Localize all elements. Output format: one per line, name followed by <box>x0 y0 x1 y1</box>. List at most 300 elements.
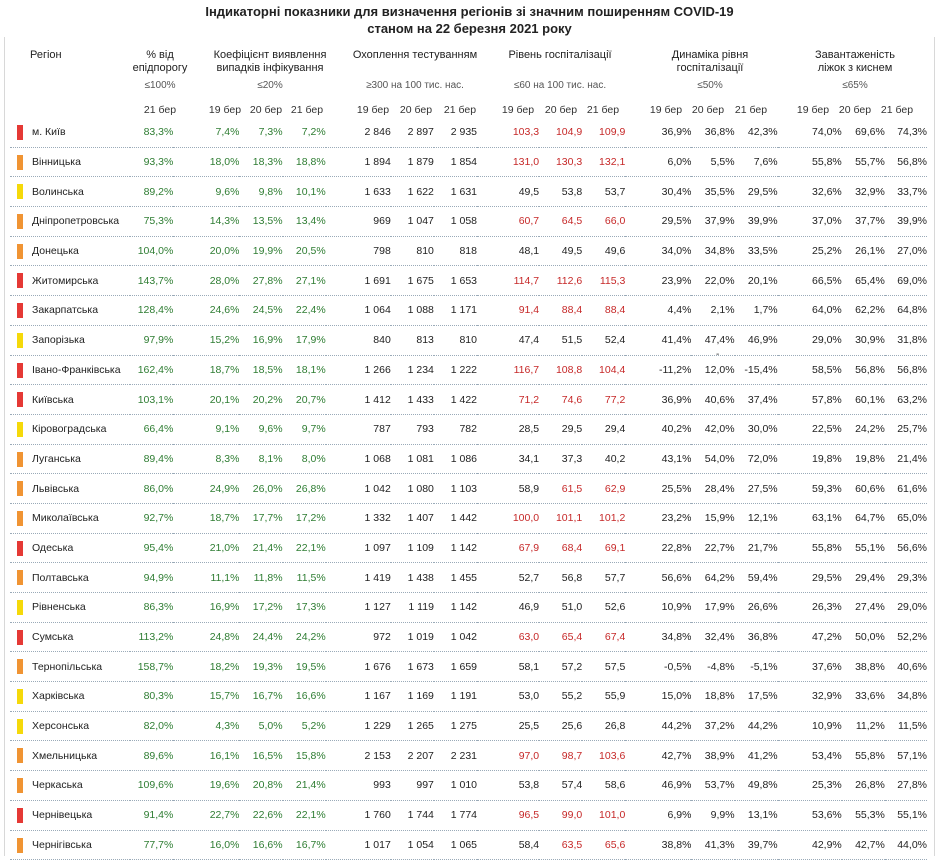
detection-coef-value: 13,4% <box>283 207 326 237</box>
detection-coef-value: 15,8% <box>283 741 326 771</box>
hospitalization-value: 25,5 <box>477 711 539 741</box>
date-bed-21: 21 бер <box>880 104 914 116</box>
region-cell <box>10 474 130 504</box>
detection-coef-value: 16,5% <box>239 741 282 771</box>
detection-coef-value: 15,7% <box>173 682 239 712</box>
hospitalization-value: 58,4 <box>477 830 539 860</box>
hospitalization-value: 58,1 <box>477 652 539 682</box>
risk-color-marker <box>17 570 23 585</box>
region-cell <box>10 830 130 860</box>
testing-coverage-value: 1 412 <box>326 385 391 415</box>
date-coef-19: 19 бер <box>208 104 242 116</box>
testing-coverage-value: 1 086 <box>434 444 477 474</box>
testing-coverage-value: 1 142 <box>434 533 477 563</box>
region-cell <box>10 563 130 593</box>
region-cell <box>10 711 130 741</box>
hospitalization-dynamics-value: 34,0% <box>625 236 691 266</box>
testing-coverage-value: 1 234 <box>391 355 434 385</box>
epi-threshold-value: 80,3% <box>130 682 173 712</box>
hospitalization-value: 53,8 <box>539 177 582 207</box>
hospitalization-dynamics-value: 40,6% <box>691 385 734 415</box>
hospitalization-value: 77,2 <box>582 385 625 415</box>
detection-coef-value: 18,8% <box>283 147 326 177</box>
hospitalization-value: 109,9 <box>582 118 625 147</box>
oxygen-beds-load-value: 29,4% <box>842 563 885 593</box>
hospitalization-value: 57,5 <box>582 652 625 682</box>
detection-coef-value: 22,7% <box>173 800 239 830</box>
oxygen-beds-load-value: 27,0% <box>885 236 927 266</box>
oxygen-beds-load-value: 64,0% <box>778 296 842 326</box>
detection-coef-value: 16,1% <box>173 741 239 771</box>
hospitalization-dynamics-value: 41,2% <box>735 741 778 771</box>
region-cell <box>10 593 130 623</box>
testing-coverage-value: 1 171 <box>434 296 477 326</box>
testing-coverage-value: 1 065 <box>434 830 477 860</box>
hospitalization-value: 62,9 <box>582 474 625 504</box>
oxygen-beds-load-value: 42,9% <box>778 830 842 860</box>
oxygen-beds-load-value: 63,2% <box>885 385 927 415</box>
region-cell <box>10 118 130 147</box>
hospitalization-value: 103,3 <box>477 118 539 147</box>
hospitalization-dynamics-value: 13,1% <box>735 800 778 830</box>
epi-threshold-value: 75,3% <box>130 207 173 237</box>
table-row <box>10 771 927 801</box>
header-coef: Коефіцієнт виявлення випадків інфікування <box>213 49 327 74</box>
region-cell <box>10 652 130 682</box>
oxygen-beds-load-value: 31,8% <box>885 325 927 355</box>
oxygen-beds-load-value: 27,8% <box>885 771 927 801</box>
oxygen-beds-load-value: 33,7% <box>885 177 927 207</box>
hospitalization-value: 104,9 <box>539 118 582 147</box>
region-name: Рівненська <box>32 601 86 614</box>
hospitalization-dynamics-value: 23,2% <box>625 503 691 533</box>
testing-coverage-value: 1 744 <box>391 800 434 830</box>
date-coef-20: 20 бер <box>249 104 283 116</box>
region-name: Миколаївська <box>32 512 99 525</box>
hospitalization-value: 65,6 <box>582 830 625 860</box>
testing-coverage-value: 1 097 <box>326 533 391 563</box>
detection-coef-value: 20,2% <box>239 385 282 415</box>
detection-coef-value: 16,7% <box>239 682 282 712</box>
hospitalization-value: 101,2 <box>582 503 625 533</box>
date-test-20: 20 бер <box>399 104 433 116</box>
testing-coverage-value: 1 088 <box>391 296 434 326</box>
epi-threshold-value: 97,9% <box>130 325 173 355</box>
oxygen-beds-load-value: 29,0% <box>778 325 842 355</box>
table-body <box>10 118 927 860</box>
risk-color-marker <box>17 689 23 704</box>
region-cell <box>10 622 130 652</box>
hospitalization-value: 34,1 <box>477 444 539 474</box>
hospitalization-value: 112,6 <box>539 266 582 296</box>
testing-coverage-value: 2 935 <box>434 118 477 147</box>
hospitalization-value: 61,5 <box>539 474 582 504</box>
detection-coef-value: 10,1% <box>283 177 326 207</box>
testing-coverage-value: 1 653 <box>434 266 477 296</box>
date-hosp-19: 19 бер <box>501 104 535 116</box>
detection-coef-value: 16,9% <box>239 325 282 355</box>
oxygen-beds-load-value: 56,6% <box>885 533 927 563</box>
detection-coef-value: 22,4% <box>283 296 326 326</box>
hospitalization-value: 66,0 <box>582 207 625 237</box>
date-test-19: 19 бер <box>356 104 390 116</box>
detection-coef-value: 16,9% <box>173 593 239 623</box>
testing-coverage-value: 1 042 <box>326 474 391 504</box>
region-cell <box>10 503 130 533</box>
detection-coef-value: 21,4% <box>283 771 326 801</box>
hospitalization-dynamics-value: 34,8% <box>691 236 734 266</box>
oxygen-beds-load-value: 65,0% <box>885 503 927 533</box>
testing-coverage-value: 1 265 <box>391 711 434 741</box>
oxygen-beds-load-value: 55,8% <box>778 533 842 563</box>
detection-coef-value: 21,0% <box>173 533 239 563</box>
table-row <box>10 207 927 237</box>
hospitalization-value: 68,4 <box>539 533 582 563</box>
hospitalization-value: 67,4 <box>582 622 625 652</box>
region-name: Київська <box>32 393 74 406</box>
oxygen-beds-load-value: 37,0% <box>778 207 842 237</box>
testing-coverage-value: 1 442 <box>434 503 477 533</box>
oxygen-beds-load-value: 59,3% <box>778 474 842 504</box>
testing-coverage-value: 1 676 <box>326 652 391 682</box>
hospitalization-dynamics-value: 29,5% <box>625 207 691 237</box>
hospitalization-dynamics-value: -4,8% <box>691 652 734 682</box>
oxygen-beds-load-value: 19,8% <box>842 444 885 474</box>
detection-coef-value: 18,2% <box>173 652 239 682</box>
region-cell <box>10 414 130 444</box>
header-coef-threshold: ≤20% <box>257 80 283 91</box>
testing-coverage-value: 2 207 <box>391 741 434 771</box>
oxygen-beds-load-value: 32,6% <box>778 177 842 207</box>
detection-coef-value: 9,6% <box>239 414 282 444</box>
hospitalization-dynamics-value: 36,9% <box>625 385 691 415</box>
risk-color-marker <box>17 333 23 348</box>
testing-coverage-value: 1 127 <box>326 593 391 623</box>
region-cell <box>10 177 130 207</box>
header-bed: Завантаженість ліжок з киснем <box>815 49 895 74</box>
testing-coverage-value: 1 019 <box>391 622 434 652</box>
testing-coverage-value: 1 631 <box>434 177 477 207</box>
risk-color-marker <box>17 452 23 467</box>
region-cell <box>10 207 130 237</box>
detection-coef-value: 8,3% <box>173 444 239 474</box>
epi-threshold-value: 86,3% <box>130 593 173 623</box>
detection-coef-value: 28,0% <box>173 266 239 296</box>
table-row <box>10 533 927 563</box>
oxygen-beds-load-value: 52,2% <box>885 622 927 652</box>
epi-threshold-value: 104,0% <box>130 236 173 266</box>
detection-coef-value: 7,4% <box>173 118 239 147</box>
header-epi-threshold: ≤100% <box>144 80 176 91</box>
testing-coverage-value: 1 064 <box>326 296 391 326</box>
testing-coverage-value: 2 231 <box>434 741 477 771</box>
detection-coef-value: 11,5% <box>283 563 326 593</box>
detection-coef-value: 17,2% <box>239 593 282 623</box>
hospitalization-dynamics-value: 26,6% <box>735 593 778 623</box>
oxygen-beds-load-value: 22,5% <box>778 414 842 444</box>
hospitalization-value: 25,6 <box>539 711 582 741</box>
detection-coef-value: 16,6% <box>283 682 326 712</box>
hospitalization-dynamics-value: 37,9% <box>691 207 734 237</box>
oxygen-beds-load-value: 27,4% <box>842 593 885 623</box>
hospitalization-value: 60,7 <box>477 207 539 237</box>
hospitalization-dynamics-value: -0,5% <box>625 652 691 682</box>
hospitalization-dynamics-value: 9,9% <box>691 800 734 830</box>
testing-coverage-value: 1 109 <box>391 533 434 563</box>
region-cell <box>10 325 130 355</box>
hospitalization-dynamics-value: -5,1% <box>735 652 778 682</box>
region-name: Житомирська <box>32 274 99 287</box>
oxygen-beds-load-value: 63,1% <box>778 503 842 533</box>
testing-coverage-value: 840 <box>326 325 391 355</box>
hospitalization-value: 63,5 <box>539 830 582 860</box>
hospitalization-dynamics-value: 12,0% <box>691 355 734 385</box>
oxygen-beds-load-value: 69,6% <box>842 118 885 147</box>
detection-coef-value: 9,8% <box>239 177 282 207</box>
table-row <box>10 325 927 355</box>
hospitalization-dynamics-value: 47,4% <box>691 325 734 355</box>
table-row <box>10 622 927 652</box>
hospitalization-value: 99,0 <box>539 800 582 830</box>
hospitalization-value: 53,7 <box>582 177 625 207</box>
hospitalization-dynamics-value: 4,4% <box>625 296 691 326</box>
hospitalization-dynamics-value: 34,8% <box>625 622 691 652</box>
region-cell <box>10 385 130 415</box>
hospitalization-value: 55,2 <box>539 682 582 712</box>
detection-coef-value: 18,0% <box>173 147 239 177</box>
hospitalization-dynamics-value: 56,6% <box>625 563 691 593</box>
testing-coverage-value: 1 169 <box>391 682 434 712</box>
hospitalization-value: 52,4 <box>582 325 625 355</box>
hospitalization-value: 29,4 <box>582 414 625 444</box>
detection-coef-value: 22,6% <box>239 800 282 830</box>
detection-coef-value: 24,6% <box>173 296 239 326</box>
detection-coef-value: 21,4% <box>239 533 282 563</box>
testing-coverage-value: 798 <box>326 236 391 266</box>
region-name: Херсонська <box>32 720 90 733</box>
region-name: Донецька <box>32 245 79 258</box>
hospitalization-value: 114,7 <box>477 266 539 296</box>
hospitalization-value: 74,6 <box>539 385 582 415</box>
table-row <box>10 444 927 474</box>
detection-coef-value: 8,1% <box>239 444 282 474</box>
table-row <box>10 474 927 504</box>
hospitalization-dynamics-value: 42,7% <box>625 741 691 771</box>
detection-coef-value: 17,3% <box>283 593 326 623</box>
testing-coverage-value: 1 407 <box>391 503 434 533</box>
region-name: Тернопільська <box>32 660 103 673</box>
detection-coef-value: 15,2% <box>173 325 239 355</box>
oxygen-beds-load-value: 74,0% <box>778 118 842 147</box>
epi-threshold-value: 143,7% <box>130 266 173 296</box>
region-cell <box>10 771 130 801</box>
oxygen-beds-load-value: 60,6% <box>842 474 885 504</box>
testing-coverage-value: 813 <box>391 325 434 355</box>
oxygen-beds-load-value: 29,0% <box>885 593 927 623</box>
oxygen-beds-load-value: 29,5% <box>778 563 842 593</box>
hospitalization-dynamics-value: 17,5% <box>735 682 778 712</box>
oxygen-beds-load-value: 40,6% <box>885 652 927 682</box>
table-row <box>10 414 927 444</box>
oxygen-beds-load-value: 56,8% <box>885 147 927 177</box>
epi-threshold-value: 162,4% <box>130 355 173 385</box>
table-row <box>10 563 927 593</box>
testing-coverage-value: 818 <box>434 236 477 266</box>
hospitalization-value: 51,5 <box>539 325 582 355</box>
hospitalization-dynamics-value: 46,9% <box>735 325 778 355</box>
table-row <box>10 741 927 771</box>
detection-coef-value: 18,3% <box>239 147 282 177</box>
risk-color-marker <box>17 808 23 823</box>
oxygen-beds-load-value: 56,8% <box>885 355 927 385</box>
risk-color-marker <box>17 392 23 407</box>
detection-coef-value: 8,0% <box>283 444 326 474</box>
detection-coef-value: 9,6% <box>173 177 239 207</box>
region-name: Закарпатська <box>32 304 99 317</box>
table-row <box>10 385 927 415</box>
hospitalization-value: 49,6 <box>582 236 625 266</box>
hospitalization-dynamics-value: 7,6% <box>735 147 778 177</box>
region-name: Івано-Франківська <box>32 363 121 376</box>
table-row <box>10 118 927 147</box>
testing-coverage-value: 1 438 <box>391 563 434 593</box>
table-row <box>10 355 927 385</box>
oxygen-beds-load-value: 25,7% <box>885 414 927 444</box>
date-dyn-20: 20 бер <box>691 104 725 116</box>
table-row <box>10 593 927 623</box>
detection-coef-value: 18,1% <box>283 355 326 385</box>
hospitalization-dynamics-value: 6,9% <box>625 800 691 830</box>
hospitalization-value: 47,4 <box>477 325 539 355</box>
hospitalization-dynamics-value: 54,0% <box>691 444 734 474</box>
detection-coef-value: 19,3% <box>239 652 282 682</box>
hospitalization-value: 29,5 <box>539 414 582 444</box>
risk-color-marker <box>17 748 23 763</box>
detection-coef-value: 22,1% <box>283 800 326 830</box>
region-name: Волинська <box>32 185 84 198</box>
detection-coef-value: 24,9% <box>173 474 239 504</box>
hospitalization-dynamics-value: 29,5% <box>735 177 778 207</box>
hospitalization-value: 130,3 <box>539 147 582 177</box>
table-row <box>10 266 927 296</box>
hospitalization-dynamics-value: 30,0% <box>735 414 778 444</box>
oxygen-beds-load-value: 39,9% <box>885 207 927 237</box>
hospitalization-value: 64,5 <box>539 207 582 237</box>
hospitalization-value: 101,1 <box>539 503 582 533</box>
hospitalization-value: 48,1 <box>477 236 539 266</box>
detection-coef-value: 11,8% <box>239 563 282 593</box>
header-region: Регіон <box>30 49 62 61</box>
region-cell <box>10 236 130 266</box>
hospitalization-value: 97,0 <box>477 741 539 771</box>
hospitalization-value: 115,3 <box>582 266 625 296</box>
risk-color-marker <box>17 838 23 853</box>
oxygen-beds-load-value: 57,1% <box>885 741 927 771</box>
risk-color-marker <box>17 659 23 674</box>
region-name: Запорізька <box>32 334 85 347</box>
hospitalization-value: 53,8 <box>477 771 539 801</box>
detection-coef-value: 13,5% <box>239 207 282 237</box>
risk-color-marker <box>17 422 23 437</box>
testing-coverage-value: 1 017 <box>326 830 391 860</box>
testing-coverage-value: 1 266 <box>326 355 391 385</box>
testing-coverage-value: 1 229 <box>326 711 391 741</box>
epi-threshold-value: 158,7% <box>130 652 173 682</box>
epi-threshold-value: 66,4% <box>130 414 173 444</box>
risk-color-marker <box>17 600 23 615</box>
hospitalization-dynamics-value: 43,1% <box>625 444 691 474</box>
epi-threshold-value: 128,4% <box>130 296 173 326</box>
page-title <box>0 3 939 37</box>
date-dyn-19: 19 бер <box>649 104 683 116</box>
region-name: Чернівецька <box>32 809 93 822</box>
hospitalization-dynamics-value: 49,8% <box>735 771 778 801</box>
detection-coef-value: 20,7% <box>283 385 326 415</box>
header-test: Охоплення тестуванням <box>352 49 478 61</box>
region-name: Дніпропетровська <box>32 215 120 228</box>
hospitalization-dynamics-value: 18,8% <box>691 682 734 712</box>
hospitalization-value: 103,6 <box>582 741 625 771</box>
testing-coverage-value: 1 894 <box>326 147 391 177</box>
detection-coef-value: 19,9% <box>239 236 282 266</box>
table-row <box>10 652 927 682</box>
testing-coverage-value: 1 047 <box>391 207 434 237</box>
oxygen-beds-load-value: 55,8% <box>842 741 885 771</box>
region-name: Полтавська <box>32 571 89 584</box>
header-test-threshold: ≥300 на 100 тис. нас. <box>366 80 464 91</box>
testing-coverage-value: 972 <box>326 622 391 652</box>
oxygen-beds-load-value: 64,7% <box>842 503 885 533</box>
epi-threshold-value: 89,2% <box>130 177 173 207</box>
oxygen-beds-load-value: 30,9% <box>842 325 885 355</box>
oxygen-beds-load-value: 65,4% <box>842 266 885 296</box>
date-test-21: 21 бер <box>443 104 477 116</box>
oxygen-beds-load-value: 42,7% <box>842 830 885 860</box>
oxygen-beds-load-value: 29,3% <box>885 563 927 593</box>
hospitalization-dynamics-value: 46,9% <box>625 771 691 801</box>
region-name: Вінницька <box>32 156 81 169</box>
hospitalization-dynamics-value: 42,3% <box>735 118 778 147</box>
hospitalization-value: 51,0 <box>539 593 582 623</box>
hospitalization-value: 63,0 <box>477 622 539 652</box>
hospitalization-dynamics-value: 27,5% <box>735 474 778 504</box>
hospitalization-dynamics-value: 42,0% <box>691 414 734 444</box>
region-name: м. Київ <box>32 126 66 139</box>
hospitalization-dynamics-value: 22,0% <box>691 266 734 296</box>
hospitalization-value: 52,7 <box>477 563 539 593</box>
hospitalization-value: 132,1 <box>582 147 625 177</box>
testing-coverage-value: 1 455 <box>434 563 477 593</box>
region-name: Луганська <box>32 452 81 465</box>
testing-coverage-value: 1 042 <box>434 622 477 652</box>
detection-coef-value: 7,2% <box>283 118 326 147</box>
testing-coverage-value: 1 058 <box>434 207 477 237</box>
oxygen-beds-load-value: 50,0% <box>842 622 885 652</box>
oxygen-beds-load-value: 66,5% <box>778 266 842 296</box>
detection-coef-value: 20,1% <box>173 385 239 415</box>
risk-color-marker <box>17 541 23 556</box>
header-epi: % від епідпорогу <box>132 49 188 74</box>
hospitalization-dynamics-value: 38,9% <box>691 741 734 771</box>
detection-coef-value: 27,8% <box>239 266 282 296</box>
oxygen-beds-load-value: 34,8% <box>885 682 927 712</box>
indicators-table <box>10 118 927 860</box>
hospitalization-dynamics-value: 25,5% <box>625 474 691 504</box>
oxygen-beds-load-value: 53,6% <box>778 800 842 830</box>
hospitalization-dynamics-value: 64,2% <box>691 563 734 593</box>
detection-coef-value: 20,0% <box>173 236 239 266</box>
testing-coverage-value: 1 633 <box>326 177 391 207</box>
